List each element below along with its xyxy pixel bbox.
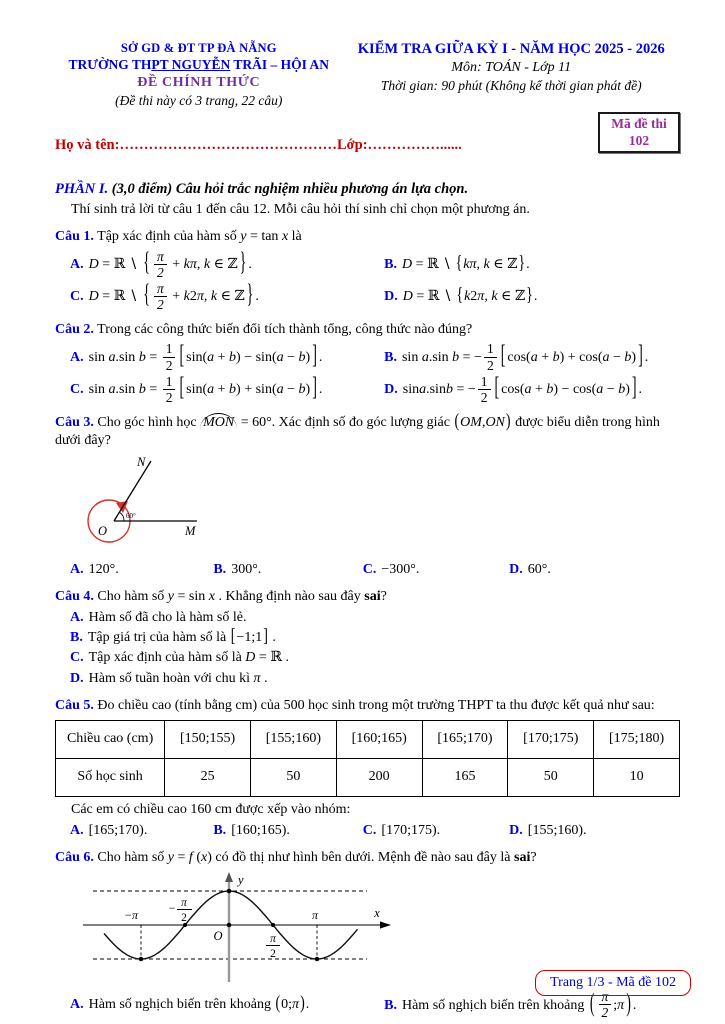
question-1-text: Tập xác định của hàm số y = tan x là [97,229,302,245]
name-label: Họ và tên: [55,136,120,153]
question-2-options [55,342,680,405]
class-label: Lớp: [336,136,368,153]
height-frequency-table [55,720,680,797]
point-M-label: M [185,523,196,538]
exam-code-number: 102 [628,133,650,149]
name-row [55,115,680,155]
table-cell: Số học sinh [56,759,165,797]
svg-text:−: − [168,900,176,915]
part-1-instruction: Thí sinh trả lời từ câu 1 đến câu 12. Mỗi câu hỏi thí sinh chỉ chọn một phương án. [71,202,530,218]
table-cell: 25 [165,759,251,797]
exam-note: (Đề thi này có 3 trang, 22 câu) [115,92,283,108]
q1-option-b: B. D = ℝ ∖ {kπ, k ∈ ℤ}. [384,253,530,274]
part-1-title: (3,0 điểm) Câu hỏi trắc nghiệm nhiều phương án lựa chọn. [108,181,469,198]
tick-minus-pi: −π [123,907,139,922]
q3-option-c: C. −300°. [362,561,420,577]
question-6-number: Câu 6. [55,849,94,865]
question-5-options [55,822,680,840]
question-3-number: Câu 3. [55,415,94,431]
x-axis-label: x [374,905,380,920]
department-name: SỞ GD & ĐT TP ĐÀ NẴNG [120,41,277,55]
q2-option-a: A. sin a.sin b = $\frac{1}{2}$ [ sin(a + b) − sin(a − b) ] . [70,341,323,373]
header-right [343,40,681,110]
question-5-stem: Câu 5. Đo chiều cao (tính bằng cm) của 500 học sinh trong một trường THPT ta thu được kết quả như sau: [55,697,655,713]
table-cell: [160;165) [336,721,422,759]
cosine-graph-svg [69,870,399,984]
q1-option-a: A. D = ℝ ∖ { $\frac{\pi}{2}$ + kπ, k ∈ ℤ } . [70,248,252,280]
origin-label: O [213,928,223,943]
q6-option-b: B. Hàm số nghịch biến trên khoảng ( $\frac{\pi}{2}$ ;π ) . [384,989,637,1021]
table-cell: [155;160) [250,721,336,759]
question-1-stem [55,228,680,246]
q2-option-b: B. sin a.sin b = − $\frac{1}{2}$ [ cos(a + b) + cos(a − b) ] . [384,341,649,373]
q5-option-d: D. [155;160). [509,822,587,838]
page-number-box: Trang 1/3 - Mã đề 102 [535,970,691,996]
tick-pi: π [311,907,319,922]
angle-value-label: 60° [126,511,136,520]
exam-type: ĐỀ CHÍNH THỨC [137,74,261,90]
svg-text:π: π [270,932,276,945]
question-6-stem: Câu 6. Cho hàm số y = f (x) có đồ thị như hình bên dưới. Mệnh đề nào sau đây là sai? [55,849,537,865]
question-2-number: Câu 2. [55,322,94,338]
school-name: TRƯỜNG THPT NGUYỄN TRÃI – HỘI AN [68,57,330,73]
question-2-text: Trong các công thức biến đổi tích thành tổng, công thức nào đúng? [97,322,473,338]
question-1-number: Câu 1. [55,229,94,245]
question-3-stem: Câu 3. Cho góc hình học MON = 60°. Xác định số đo góc lượng giác (OM,ON) được biểu diễn trong hình dưới đây? [55,412,660,449]
table-cell: 200 [336,759,422,797]
question-1-options [55,250,680,313]
table-cell: [150;155) [165,721,251,759]
svg-text:2: 2 [181,911,187,924]
question-5 [55,697,680,840]
point-origin [227,923,232,928]
point-O-label: O [98,523,108,538]
exam-code-caption: Mã đề thi [611,115,667,131]
q5-option-a: A. [165;170). [70,822,148,838]
part-1-label: PHẦN I. [55,181,109,198]
q2-option-c: C. sin a.sin b = $\frac{1}{2}$ [ sin(a + b) + sin(a − b) ] . [70,373,323,405]
point-zero-right [271,923,275,927]
table-cell: 50 [508,759,594,797]
angle-figure [69,455,680,559]
question-4-options [55,609,680,688]
exam-duration: Thời gian: 90 phút (Không kể thời gian phát đề) [380,78,642,94]
table-cell: 10 [594,759,680,797]
exam-title: KIỂM TRA GIỮA KỲ I - NĂM HỌC 2025 - 2026 [357,41,665,57]
table-row-header [56,721,680,759]
exam-subject: Môn: TOÁN - Lớp 11 [451,59,572,75]
q4-option-b: B. Tập giá trị của hàm số là [−1;1] . [70,627,276,648]
table-row-values [56,759,680,797]
question-5-subtext: Các em có chiều cao 160 cm được xếp vào nhóm: [71,802,351,818]
table-cell: [165;170) [422,721,508,759]
q4-option-a: A. Hàm số đã cho là hàm số lẻ. [70,610,247,626]
table-cell: [170;175) [508,721,594,759]
y-axis-label: y [238,872,244,887]
question-4-number: Câu 4. [55,588,94,604]
q3-option-b: B. 300°. [213,561,262,577]
table-cell: Chiều cao (cm) [56,721,165,759]
q5-option-c: C. [170;175). [362,822,441,838]
x-axis-arrow [380,921,391,928]
name-dotted-line: ……………………………………… [119,136,337,153]
svg-text:π: π [181,896,187,909]
part-1-heading [55,180,680,199]
point-min-right [315,957,320,962]
table-cell: 165 [422,759,508,797]
exam-code-box [598,112,680,153]
q2-option-d: D. sina.sinb = − $\frac{1}{2}$ [ cos(a + b) − cos(a − b) ] . [384,373,643,405]
part-1-section [55,180,680,219]
angle-figure-svg [69,455,229,553]
q3-option-d: D. 60°. [509,561,551,577]
point-N-label: N [137,454,146,469]
svg-text:2: 2 [270,947,276,960]
page-header [55,40,680,110]
table-cell: 50 [250,759,336,797]
question-4 [55,588,680,688]
question-3 [55,414,680,579]
student-name-line [55,136,580,155]
question-1 [55,228,680,312]
question-2-stem [55,321,680,339]
point-max [227,889,232,894]
q3-option-a: A. 120°. [70,561,119,577]
question-4-stem: Câu 4. Cho hàm số y = sin x . Khẳng định nào sau đây sai? [55,588,387,604]
question-3-options [55,561,680,579]
angle-arc [119,512,124,521]
y-axis-arrow [225,872,233,882]
q4-option-d: D. Hàm số tuần hoàn với chu kì π . [70,670,268,686]
class-dotted-line: …………….....​. [367,136,462,153]
header-left [55,40,343,110]
question-2 [55,321,680,405]
angle-arc-notation: MON [200,413,237,430]
q1-option-d: D. D = ℝ ∖ {k2π, k ∈ ℤ}. [384,285,538,307]
q6-option-a: A. Hàm số nghịch biến trên khoảng (0;π). [70,994,310,1015]
table-cell: [175;180) [594,721,680,759]
tick-pi-over-2 [266,933,280,960]
q4-option-c: C. Tập xác định của hàm số là D = ℝ . [70,650,289,666]
question-5-number: Câu 5. [55,697,94,713]
point-min-left [139,957,144,962]
q1-option-c: C. D = ℝ ∖ { $\frac{\pi}{2}$ + k2π, k ∈ ℤ } . [70,280,259,313]
q5-option-b: B. [160;165). [213,822,290,838]
